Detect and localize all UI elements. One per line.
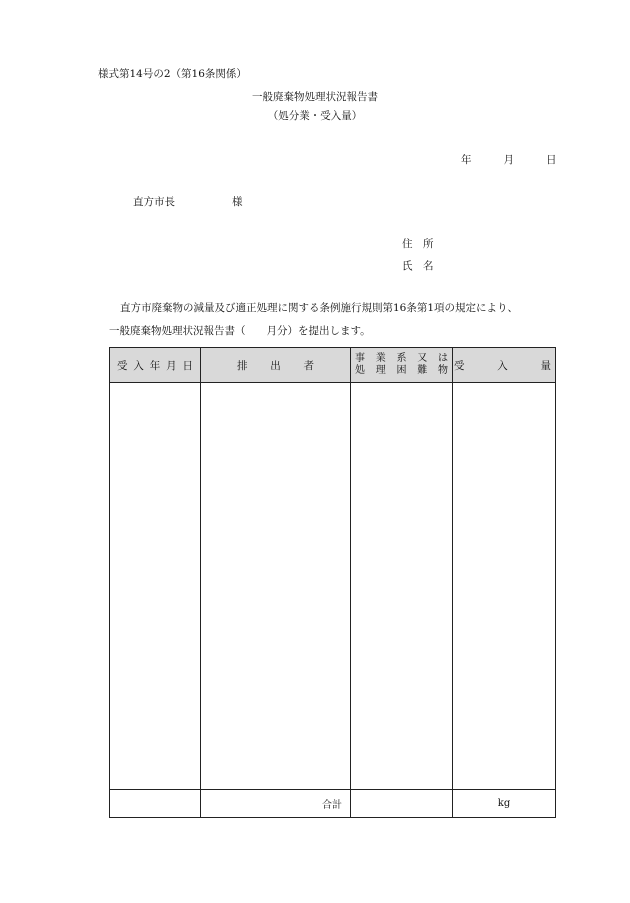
header-discharger: 排 出 者 — [201, 348, 351, 383]
cell-business-or-difficult[interactable] — [351, 383, 453, 790]
body-text-line1: 直方市廃棄物の減量及び適正処理に関する条例施行規則第16条第1項の規定により、 — [120, 302, 519, 314]
document-subtitle: （処分業・受入量） — [267, 110, 363, 122]
cell-received-amount[interactable] — [453, 383, 556, 790]
addressee — [133, 194, 243, 209]
submitter-address-label: 住 所 — [402, 238, 434, 250]
total-empty-cell — [110, 790, 201, 818]
addressee-name: 直方市長 — [133, 196, 175, 208]
submitter-name-label: 氏 名 — [402, 260, 434, 272]
table-header-row — [110, 348, 556, 383]
table-total-row — [110, 790, 556, 818]
date-day-label: 日 — [546, 154, 557, 166]
cell-discharger[interactable] — [201, 383, 351, 790]
total-category-cell[interactable] — [351, 790, 453, 818]
header-received-date: 受 入 年 月 日 — [110, 348, 201, 383]
header-business-or-difficult: 事 業 系 又 は 処 理 困 難 物 — [351, 348, 453, 383]
date-year-label: 年 — [461, 154, 472, 166]
total-amount-unit[interactable]: kg — [453, 790, 556, 818]
cell-received-date[interactable] — [110, 383, 201, 790]
table-body-row — [110, 383, 556, 790]
form-number: 様式第14号の2（第16条関係） — [98, 68, 247, 80]
body-text-line2: 一般廃棄物処理状況報告書（ 月分）を提出します。 — [109, 325, 371, 337]
report-table — [109, 347, 556, 818]
total-label: 合計 — [201, 790, 351, 818]
addressee-honorific: 様 — [232, 196, 243, 208]
document-title: 一般廃棄物処理状況報告書 — [252, 91, 378, 103]
date-line — [461, 152, 557, 167]
header-received-amount: 受 入 量 — [453, 348, 556, 383]
date-month-label: 月 — [503, 154, 514, 166]
